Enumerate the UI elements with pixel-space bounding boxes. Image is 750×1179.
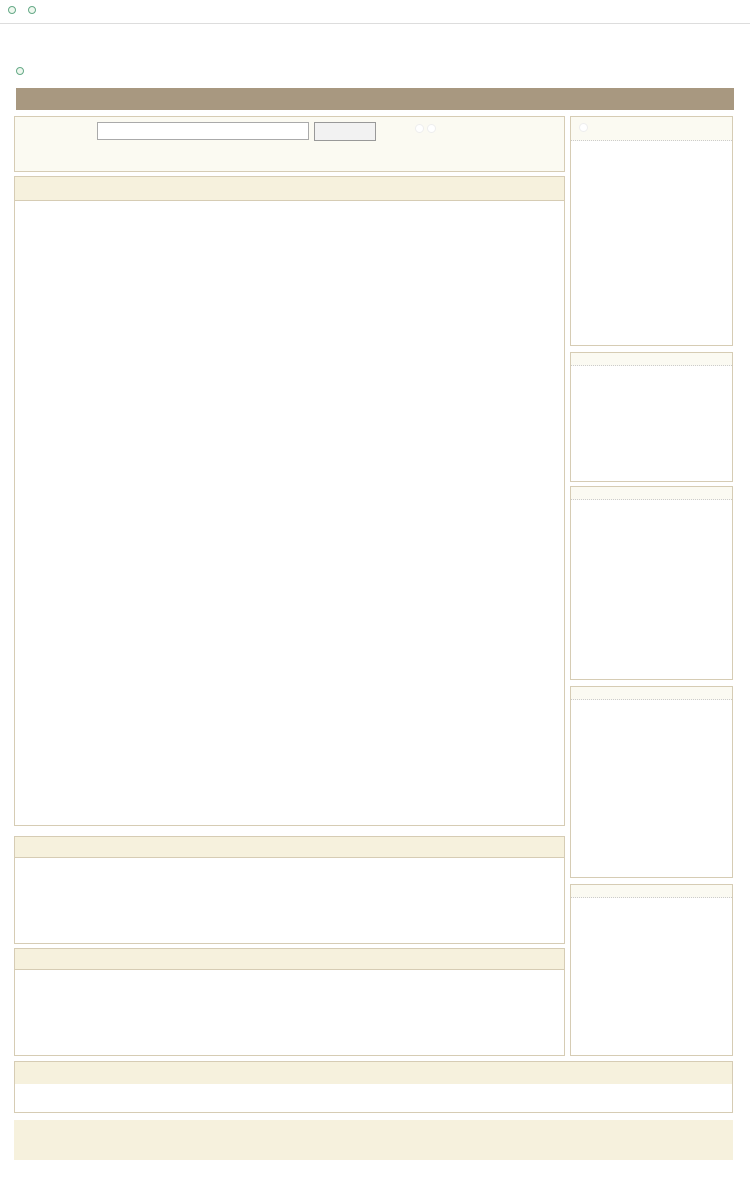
omen-title [571,687,732,700]
star-icon [8,6,16,14]
newread-panel [570,116,733,346]
circle-icon [415,124,424,133]
jingcai-title [15,837,564,858]
hot-words [21,153,43,163]
friends-title [15,1062,732,1084]
top-bar [0,0,750,24]
jingcai-panel [14,836,565,944]
shengxiao-panel [570,352,733,482]
search-slogan [415,124,439,135]
sleep-panel [570,486,733,680]
themes-panel [14,176,565,826]
mengwenhua-title [15,949,564,970]
sleep-title [571,487,732,500]
themes-title [15,177,564,201]
friends-panel [14,1061,733,1113]
star-icon [28,6,36,14]
circle-icon [579,123,588,132]
star-icon [16,67,24,75]
search-button[interactable] [314,122,376,141]
circle-icon [427,124,436,133]
search-box [14,116,565,172]
search-input[interactable] [97,122,309,140]
sex-panel [570,884,733,1056]
slogan [12,67,27,77]
newread-title [571,117,732,141]
mengwenhua-panel [14,948,565,1056]
omen-panel [570,686,733,878]
main-nav [16,88,734,110]
footer [14,1120,733,1160]
shengxiao-title [571,353,732,366]
sex-title [571,885,732,898]
